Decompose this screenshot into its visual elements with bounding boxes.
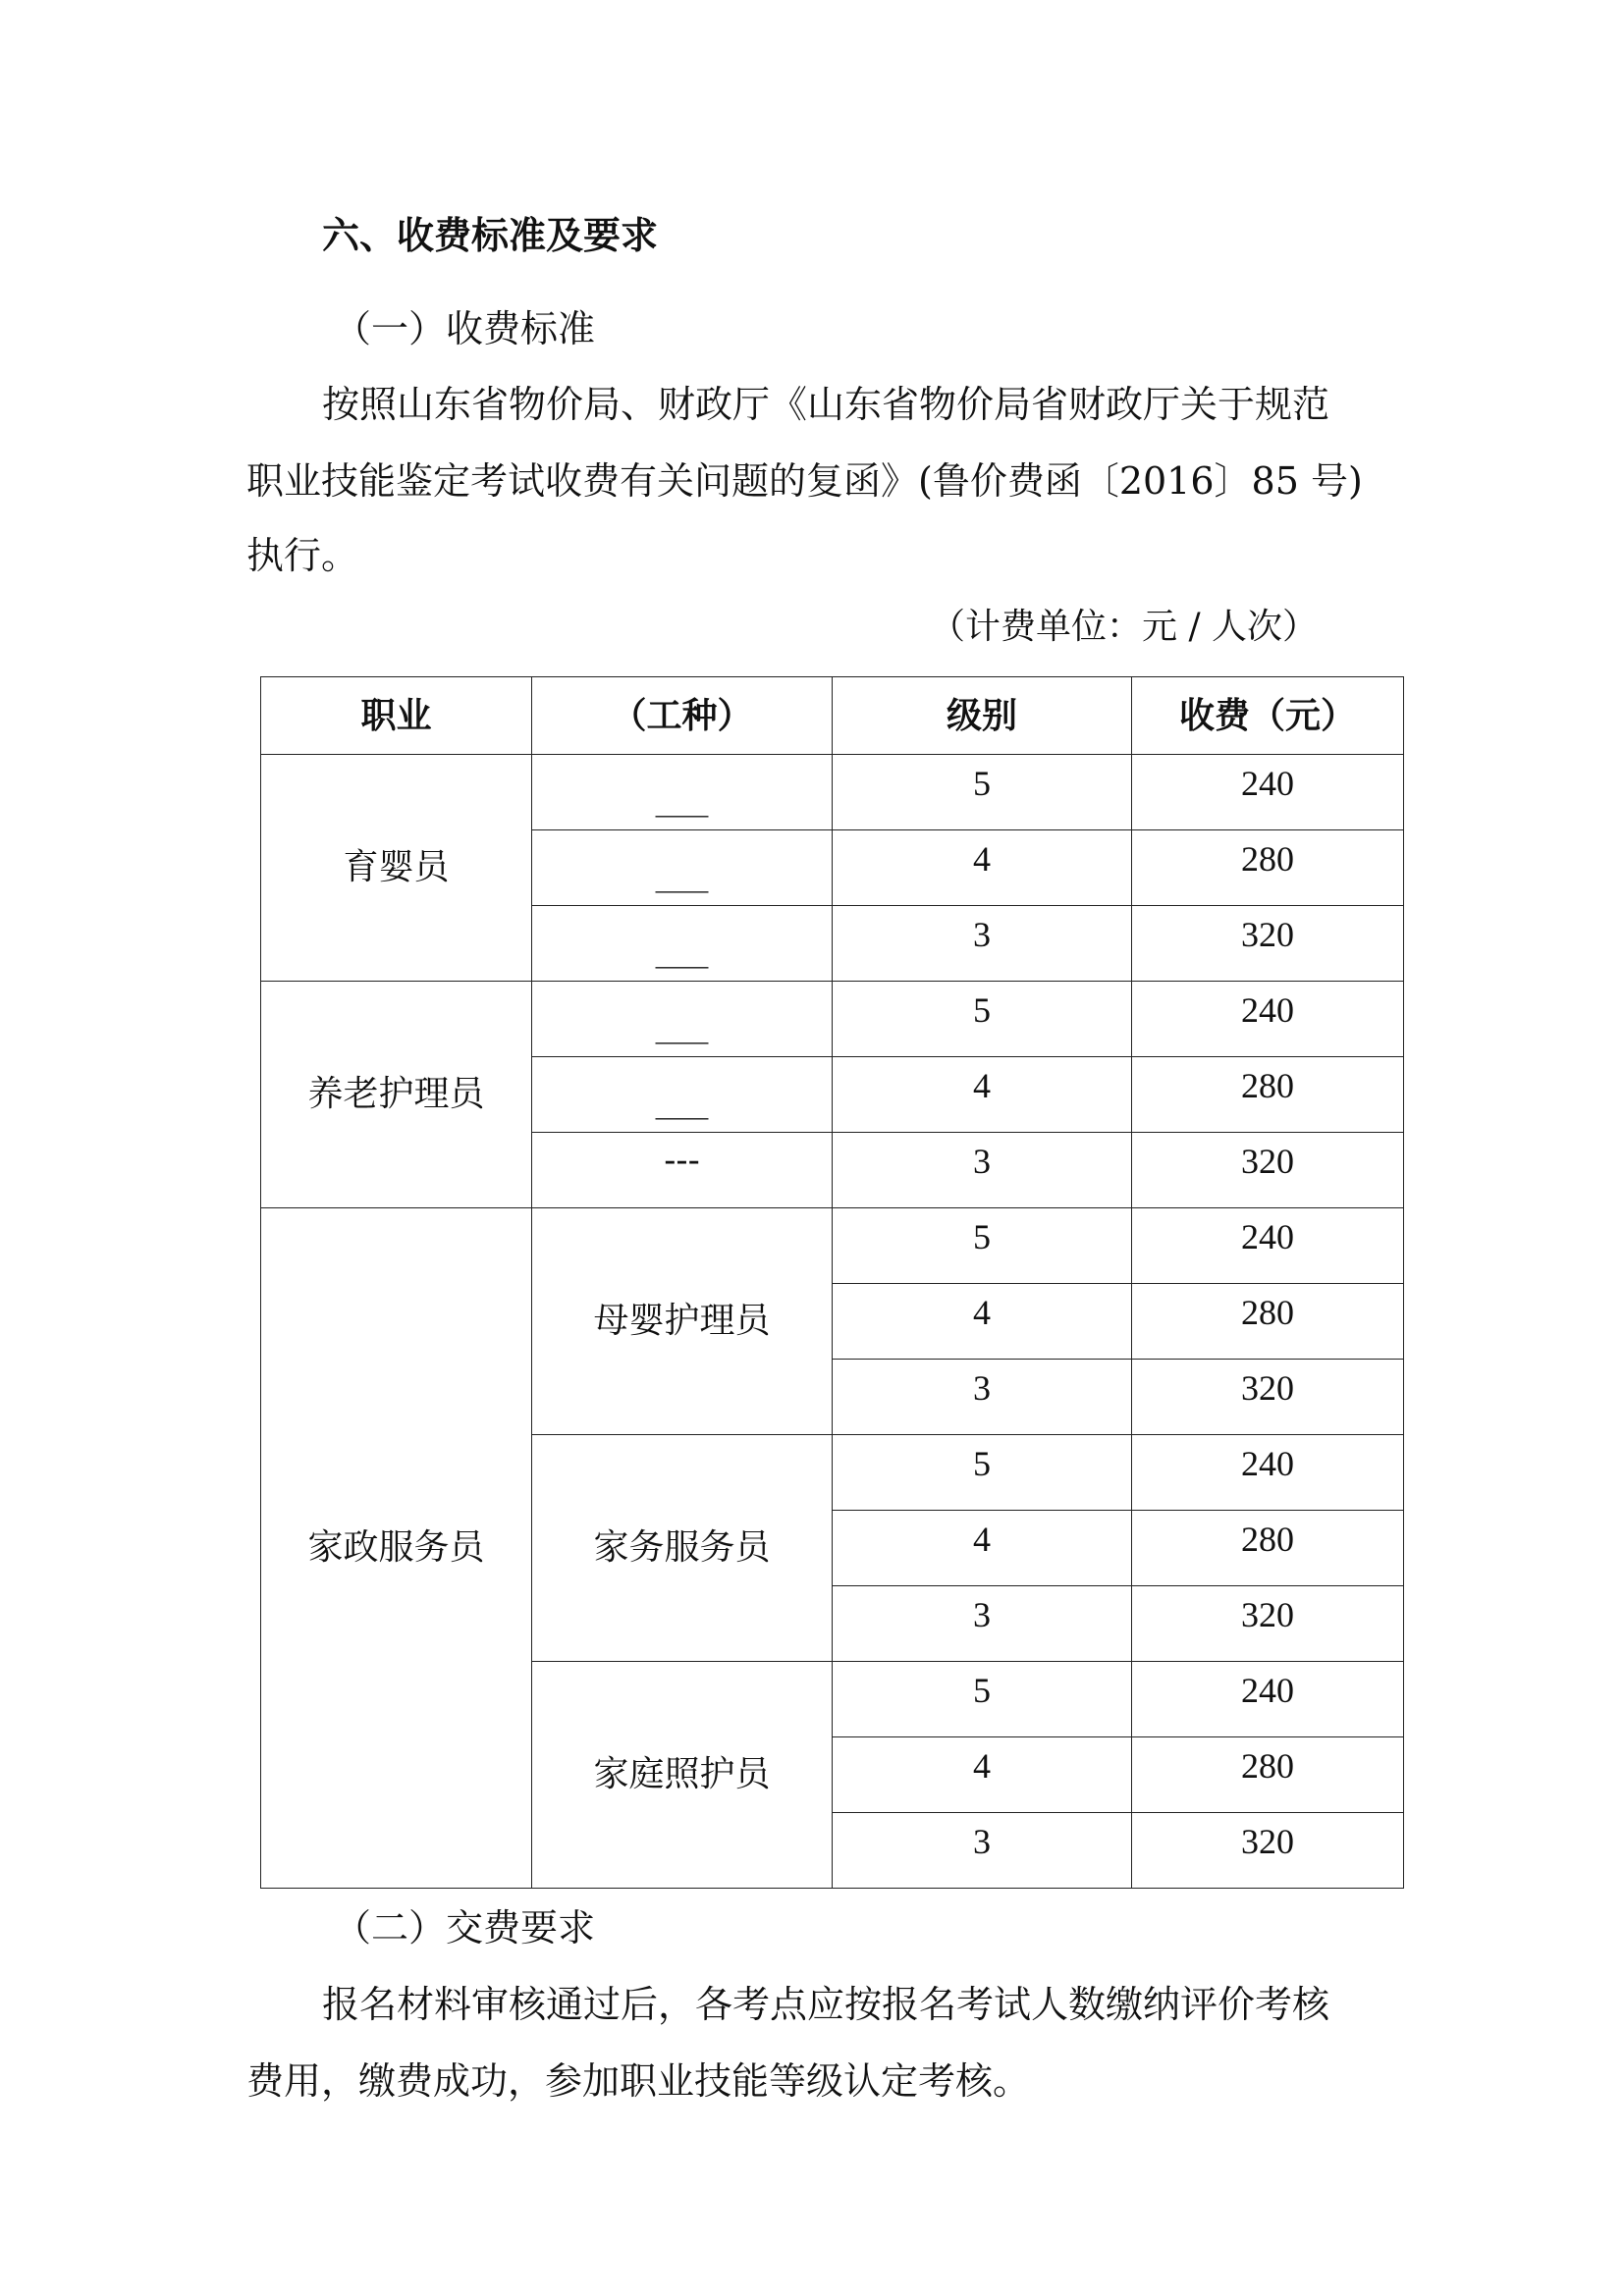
job-type-cell: --- xyxy=(532,1133,833,1208)
level-cell: 4 xyxy=(833,1284,1132,1360)
occupation-cell: 养老护理员 xyxy=(261,982,532,1208)
job-type-cell: ___ xyxy=(532,755,833,830)
paragraph-line: 职业技能鉴定考试收费有关问题的复函》(鲁价费函〔2016〕85 号) xyxy=(246,459,1363,503)
level-cell: 5 xyxy=(833,1662,1132,1737)
level-cell: 3 xyxy=(833,1586,1132,1662)
table-row xyxy=(261,982,1404,1057)
occupation-cell: 育婴员 xyxy=(261,755,532,982)
fee-cell: 280 xyxy=(1132,830,1404,906)
fee-cell: 280 xyxy=(1132,1511,1404,1586)
fee-table xyxy=(260,676,1404,1889)
level-cell: 5 xyxy=(833,755,1132,830)
fee-cell: 240 xyxy=(1132,1662,1404,1737)
job-type-cell: ___ xyxy=(532,906,833,982)
fee-cell: 280 xyxy=(1132,1284,1404,1360)
job-type-cell: ___ xyxy=(532,982,833,1057)
paragraph-line: 执行。 xyxy=(246,534,359,577)
fee-cell: 320 xyxy=(1132,1586,1404,1662)
occupation-cell: 家政服务员 xyxy=(261,1208,532,1889)
job-type-cell: 家庭照护员 xyxy=(532,1662,833,1889)
level-cell: 4 xyxy=(833,1737,1132,1813)
table-row xyxy=(261,1208,1404,1284)
level-cell: 4 xyxy=(833,830,1132,906)
subsection-title-fee-standard: （一）收费标准 xyxy=(334,307,596,350)
paragraph-line: 报名材料审核通过后，各考点应按报名考试人数缴纳评价考核 xyxy=(322,1983,1330,2026)
level-cell: 3 xyxy=(833,906,1132,982)
level-cell: 3 xyxy=(833,1813,1132,1889)
fee-cell: 240 xyxy=(1132,982,1404,1057)
job-type-cell: 家务服务员 xyxy=(532,1435,833,1662)
fee-cell: 240 xyxy=(1132,1435,1404,1511)
fee-cell: 320 xyxy=(1132,1360,1404,1435)
job-type-cell: ___ xyxy=(532,1057,833,1133)
level-cell: 4 xyxy=(833,1511,1132,1586)
level-cell: 3 xyxy=(833,1133,1132,1208)
header-job-type: （工种） xyxy=(532,677,833,755)
subsection-title-payment: （二）交费要求 xyxy=(334,1906,596,1949)
table-row xyxy=(261,755,1404,830)
fee-cell: 280 xyxy=(1132,1737,1404,1813)
section-title: 六、收费标准及要求 xyxy=(322,213,659,257)
level-cell: 5 xyxy=(833,1435,1132,1511)
paragraph-line: 按照山东省物价局、财政厅《山东省物价局省财政厅关于规范 xyxy=(322,383,1330,426)
level-cell: 5 xyxy=(833,1208,1132,1284)
job-type-cell: 母婴护理员 xyxy=(532,1208,833,1435)
fee-cell: 320 xyxy=(1132,1133,1404,1208)
level-cell: 3 xyxy=(833,1360,1132,1435)
header-level: 级别 xyxy=(833,677,1132,755)
fee-cell: 240 xyxy=(1132,755,1404,830)
fee-cell: 320 xyxy=(1132,906,1404,982)
table-header-row xyxy=(261,677,1404,755)
paragraph-line: 费用，缴费成功，参加职业技能等级认定考核。 xyxy=(246,2059,1031,2103)
fee-cell: 320 xyxy=(1132,1813,1404,1889)
level-cell: 5 xyxy=(833,982,1132,1057)
job-type-cell: ___ xyxy=(532,830,833,906)
header-occupation: 职业 xyxy=(261,677,532,755)
header-fee: 收费（元） xyxy=(1132,677,1404,755)
level-cell: 4 xyxy=(833,1057,1132,1133)
unit-note: （计费单位：元 / 人次） xyxy=(930,607,1319,647)
fee-cell: 240 xyxy=(1132,1208,1404,1284)
fee-cell: 280 xyxy=(1132,1057,1404,1133)
